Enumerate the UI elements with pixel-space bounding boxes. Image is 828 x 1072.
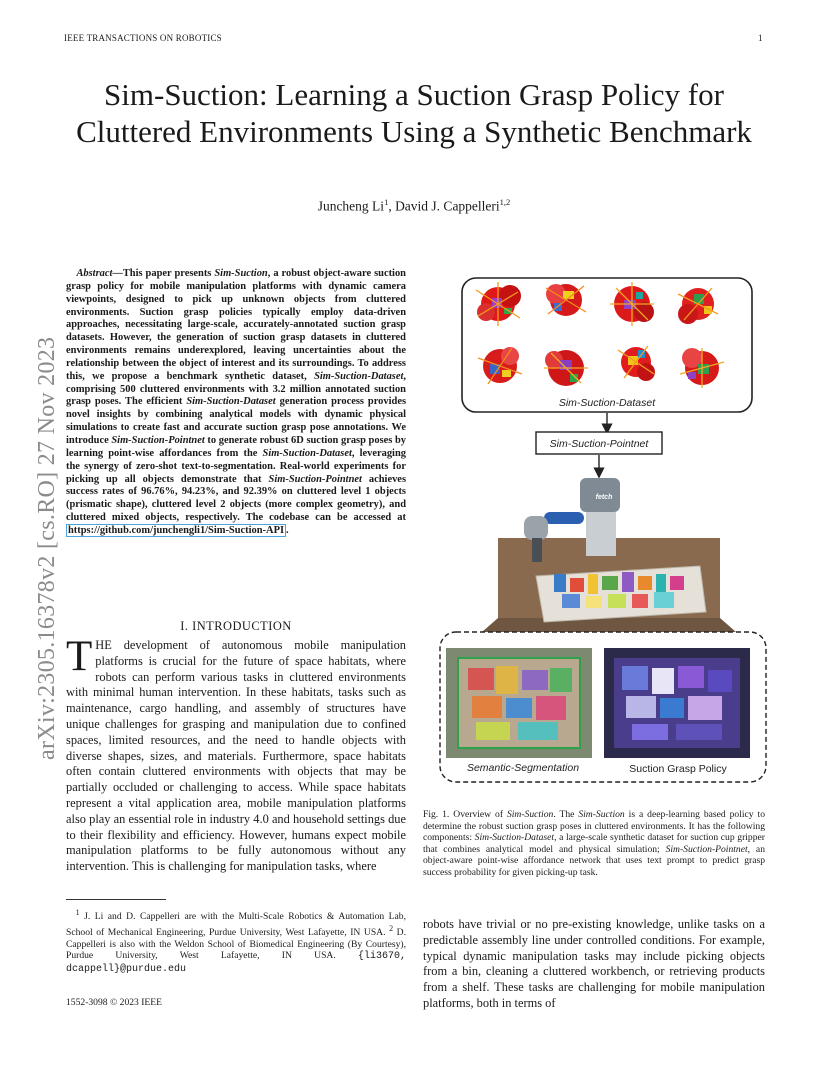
paper-title: Sim-Suction: Learning a Suction Grasp Policy for Cluttered Environments Using a Synthetic Benchmark bbox=[76, 77, 752, 149]
author-name: David J. Cappelleri bbox=[395, 198, 500, 214]
segmentation-label: Semantic-Segmentation bbox=[466, 762, 580, 774]
copyright-notice: 1552-3098 © 2023 IEEE bbox=[66, 997, 163, 1008]
affiliation-mark: 1,2 bbox=[499, 197, 511, 207]
drop-cap: T bbox=[66, 633, 93, 680]
caption-text: Overview of bbox=[449, 809, 507, 820]
figure-caption bbox=[423, 809, 765, 879]
pointnet-label: Sim-Suction-Pointnet bbox=[549, 438, 649, 450]
page-number: 1 bbox=[758, 33, 763, 43]
policy-label: Suction Grasp Policy bbox=[629, 763, 727, 775]
author-line: Juncheng Li$^1$, David J. Cappelleri$^{1,2}$ bbox=[317, 197, 511, 214]
abstract-label: Abstract bbox=[76, 268, 113, 279]
introduction-text bbox=[66, 633, 406, 875]
method-name: Sim-Suction bbox=[214, 268, 268, 279]
network-name: Sim-Suction-Pointnet bbox=[665, 843, 748, 855]
abstract-text: . bbox=[286, 524, 289, 536]
method-name: Sim-Suction bbox=[578, 809, 625, 820]
dataset-name: Sim-Suction-Dataset bbox=[262, 447, 352, 459]
abstract-text: , a robust object-aware suction grasp policy for mobile manipulation platforms with dynamic camera viewpoints, designed to pick up unknown objects from cluttered environments. Suction grasp policies typically employ data-driven approaches, necessitating large-scale, accurately-annotated suction grasp datasets. However, the generation of suction grasp datasets in cluttered environments remains underexplored, leaving uncertainties about the relationship between the object of interest and its surroundings. To address this, we propose a benchmark synthetic dataset, bbox=[66, 268, 406, 382]
abstract-text: , comprising 500 cluttered environments with 3.2 million annotated suction grasp poses. The efficient bbox=[66, 370, 406, 408]
dataset-name: Sim-Suction-Dataset bbox=[186, 396, 276, 408]
dataset-name: Sim-Suction-Dataset bbox=[474, 832, 555, 844]
abstract-text: , leveraging the synergy of zero-shot text-to-segmentation. Real-world experiments for picking up all objects demonstrate that bbox=[66, 447, 406, 485]
robot-brand-label: fetch bbox=[595, 494, 613, 501]
abstract-text: generation process provides novel insights by combining analytical models with dynamic physical simulations to create fast and accurate suction grasp pose annotations. We introduce bbox=[66, 396, 407, 446]
footnote-mark: 1 bbox=[75, 908, 80, 917]
footnote-mark: 2 bbox=[389, 923, 394, 933]
affiliation-footnote bbox=[66, 907, 406, 975]
dataset-label: Sim-Suction-Dataset bbox=[558, 397, 656, 409]
intro-paragraph: HE development of autonomous mobile manipulation platforms is crucial for the future of space habitats, where robots can perform various tasks in cluttered environments with minimal human intervention. In these habitats, tasks such as maintenance, cargo handling, and assembly of structures have unique challenges for grasping and manipulation due to confined spaces, limited resources, and the need to handle objects with diverse shapes, sizes, and materials. Furthermore, space habitats often contain cluttered environments with objects that may be partially occluded or challenging to access. While space habitats represent a vital application area, mobile manipulation platforms also play an essential role in industry 4.0 and household settings due to their flexibility and efficiency. However, humans expect mobile manipulation platforms to be fully autonomous without any intervention. This is challenging for manipulation tasks, where bbox=[66, 638, 406, 874]
segmentation-image bbox=[446, 648, 592, 758]
footnote-rule bbox=[66, 899, 166, 900]
author-emails: {li3670, dcappell}@purdue.edu bbox=[66, 951, 407, 975]
right-column-text: robots have trivial or no pre-existing knowledge, unlike tasks on a predictable assembly line under controlled conditions. For example, typical dynamic manipulation tasks may include picking objects from a bin, cleaning a cluttered workbench, or retrieving products from a shelf. These tasks are challenging for mobile manipulation platforms, both in terms of bbox=[423, 917, 765, 1010]
caption-text: , an object-aware point-wise affordance network that uses text prompt to predict grasp success probability for given picking-up task. bbox=[423, 843, 765, 878]
figure-1-overview bbox=[436, 276, 776, 784]
robot-photo bbox=[482, 478, 736, 632]
network-name: Sim-Suction-Pointnet bbox=[268, 473, 362, 485]
dataset-name: Sim-Suction-Dataset bbox=[314, 370, 404, 382]
method-name: Sim-Suction bbox=[506, 809, 554, 820]
abstract-text: to generate robust 6D suction grasp poses by learning point-wise affordances from the bbox=[66, 434, 406, 459]
abstract: Abstract—This paper presents Sim-Suction, a robust object-aware suction grasp policy for mobile manipulation platforms with dynamic camera viewpoints, designed to pick up unknown objects from cluttered environments. Suction grasp policies typically employ data-driven approaches, necessitating large-scale, accurately-annotated suction grasp datasets. However, the generation of suction grasp datasets in cluttered environments remains underexplored, leaving uncertainties about the relationship between the object of interest and its surroundings. To address this, we propose a benchmark synthetic dataset, Sim-Suction-Dataset, comprising 500 cluttered environments with 3.2 million annotated suction grasp poses. The efficient Sim-Suction-Dataset generation process provides novel insights by combining analytical models with dynamic physical simulations to create fast and accurate suction grasp pose annotations. We introduce Sim-Suction-Pointnet to generate robust 6D suction grasp poses by learning point-wise affordances from the Sim-Suction-Dataset, leveraging the synergy of zero-shot text-to-segmentation. Real-world experiments for picking up all objects demonstrate that Sim-Suction-Pointnet achieves success rates of 96.76%, 94.23%, and 92.39% on cluttered level 1 objects (prismatic shape), cluttered level 2 objects (more complex geometry), and cluttered mixed objects, respectively. The codebase can be accessed at https://github.com/junchengli1/Sim-Suction-API . bbox=[66, 268, 407, 536]
abstract-text: This paper presents bbox=[122, 268, 215, 279]
footnote-text: J. Li and D. Cappelleri are with the Multi-Scale Robotics & Automation Lab, School of Mechanical Engineering, Purdue University, West Lafayette, IN USA. bbox=[66, 911, 406, 938]
caption-text: . The bbox=[553, 809, 579, 820]
codebase-link[interactable]: https://github.com/junchengli1/Sim-Suction-API bbox=[68, 524, 285, 536]
affiliation-mark: 1 bbox=[384, 197, 389, 207]
footnote-text: D. Cappelleri is also with the Weldon School of Biomedical Engineering (By Courtesy), Purdue University, West Lafayette, IN USA. bbox=[66, 926, 406, 962]
caption-text: is a deep-learning based policy to determine the robust suction grasp poses in cluttered environments. It has the following components: bbox=[423, 809, 766, 844]
abstract-text: achieves success rates of 96.76%, 94.23%, and 92.39% on cluttered level 1 objects (prismatic shape), cluttered level 2 objects (more complex geometry), and cluttered mixed objects, respectively. The codebase can be accessed at bbox=[66, 473, 407, 524]
caption-label: Fig. 1. bbox=[423, 809, 450, 820]
running-header: IEEE TRANSACTIONS ON ROBOTICS bbox=[64, 33, 222, 43]
section-heading: I. INTRODUCTION bbox=[180, 619, 292, 633]
network-name: Sim-Suction-Pointnet bbox=[111, 434, 205, 446]
author-name: Juncheng Li bbox=[317, 198, 385, 214]
suction-policy-image bbox=[604, 648, 750, 758]
caption-text: , a large-scale synthetic dataset for suction cup gripper that combines analytical model and physical simulation; bbox=[423, 832, 765, 855]
arxiv-identifier[interactable]: arXiv:2305.16378v2 [cs.RO] 27 Nov 2023 bbox=[34, 336, 60, 760]
